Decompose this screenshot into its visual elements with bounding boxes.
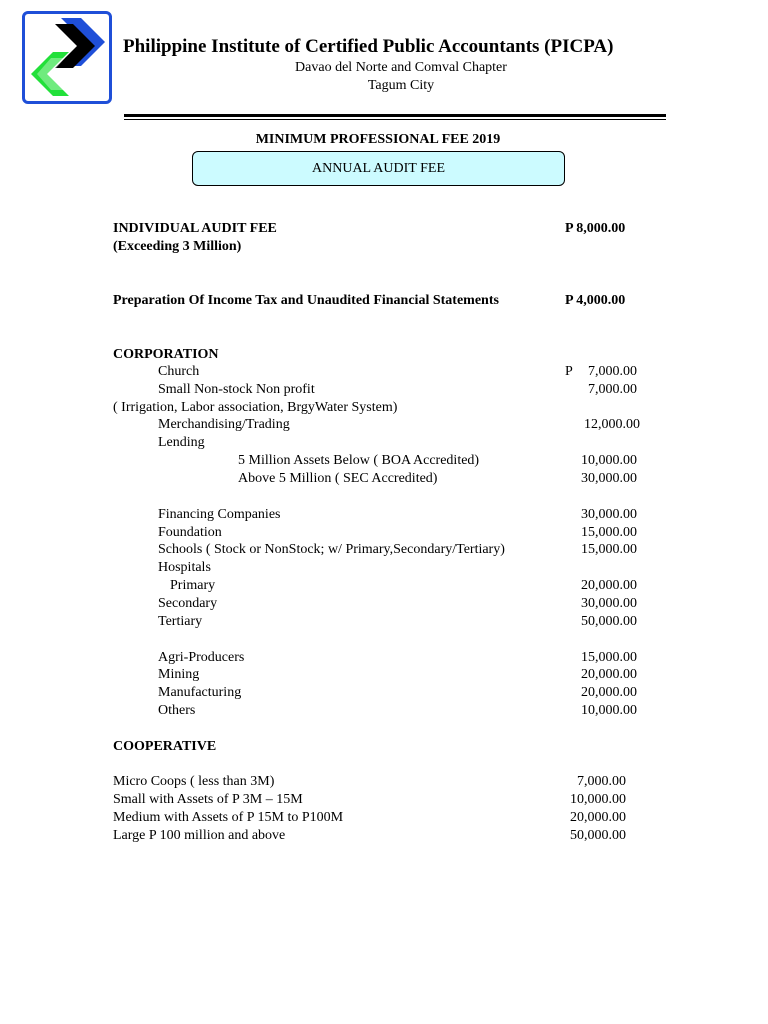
church-amount: 7,000.00 — [588, 364, 637, 379]
others-label: Others — [158, 703, 196, 718]
lending-label: Lending — [158, 435, 205, 450]
cooperative-heading: COOPERATIVE — [113, 739, 217, 754]
organization-name: Philippine Institute of Certified Public Accountants (PICPA) — [123, 36, 614, 57]
lending-below-label: 5 Million Assets Below ( BOA Accredited) — [238, 453, 480, 468]
foundation-label: Foundation — [158, 525, 222, 540]
nonprofit-amount: 7,000.00 — [588, 382, 637, 397]
corporation-heading: CORPORATION — [113, 347, 219, 362]
manufacturing-amount: 20,000.00 — [581, 685, 637, 700]
annual-audit-fee-label: ANNUAL AUDIT FEE — [312, 161, 445, 176]
mining-amount: 20,000.00 — [581, 667, 637, 682]
lending-above-label: Above 5 Million ( SEC Accredited) — [238, 471, 438, 486]
coop-medium-amount: 20,000.00 — [570, 810, 626, 825]
coop-large-amount: 50,000.00 — [570, 828, 626, 843]
nonprofit-note: ( Irrigation, Labor association, BrgyWater System) — [113, 400, 398, 415]
individual-audit-fee-amount: P 8,000.00 — [565, 221, 626, 236]
hospital-tertiary-amount: 50,000.00 — [581, 614, 637, 629]
hospital-secondary-label: Secondary — [158, 596, 218, 611]
hospital-primary-amount: 20,000.00 — [581, 578, 637, 593]
schools-label: Schools ( Stock or NonStock; w/ Primary,Secondary/Tertiary) — [158, 542, 505, 557]
agri-producers-label: Agri-Producers — [158, 650, 245, 665]
coop-small-amount: 10,000.00 — [570, 792, 626, 807]
hospitals-label: Hospitals — [158, 560, 211, 575]
merchandising-label: Merchandising/Trading — [158, 417, 290, 432]
coop-medium-label: Medium with Assets of P 15M to P100M — [113, 810, 344, 825]
others-amount: 10,000.00 — [581, 703, 637, 718]
schools-amount: 15,000.00 — [581, 542, 637, 557]
mining-label: Mining — [158, 667, 200, 682]
preparation-label: Preparation Of Income Tax and Unaudited Financial Statements — [113, 293, 499, 308]
financing-amount: 30,000.00 — [581, 507, 637, 522]
document-title: MINIMUM PROFESSIONAL FEE 2019 — [255, 132, 501, 147]
coop-micro-amount: 7,000.00 — [577, 774, 626, 789]
lending-below-amount: 10,000.00 — [581, 453, 637, 468]
financing-label: Financing Companies — [158, 507, 281, 522]
nonprofit-label: Small Non-stock Non profit — [158, 382, 315, 397]
hospital-secondary-amount: 30,000.00 — [581, 596, 637, 611]
annual-audit-fee-box — [192, 151, 565, 186]
lending-above-amount: 30,000.00 — [581, 471, 637, 486]
individual-audit-fee-sublabel: (Exceeding 3 Million) — [113, 239, 242, 254]
church-label: Church — [158, 364, 200, 379]
coop-small-label: Small with Assets of P 3M – 15M — [113, 792, 303, 807]
foundation-amount: 15,000.00 — [581, 525, 637, 540]
preparation-amount: P 4,000.00 — [565, 293, 626, 308]
coop-micro-label: Micro Coops ( less than 3M) — [113, 774, 275, 789]
chapter-name: Davao del Norte and Comval Chapter — [295, 60, 507, 75]
hospital-tertiary-label: Tertiary — [158, 614, 203, 629]
header-divider-thick — [124, 114, 666, 117]
manufacturing-label: Manufacturing — [158, 685, 242, 700]
header-divider-thin — [124, 119, 666, 120]
agri-producers-amount: 15,000.00 — [581, 650, 637, 665]
city-name: Tagum City — [367, 78, 435, 93]
individual-audit-fee-label: INDIVIDUAL AUDIT FEE — [113, 221, 277, 236]
church-currency: P — [565, 364, 573, 379]
coop-large-label: Large P 100 million and above — [113, 828, 286, 843]
merchandising-amount: 12,000.00 — [584, 417, 640, 432]
hospital-primary-label: Primary — [170, 578, 216, 593]
